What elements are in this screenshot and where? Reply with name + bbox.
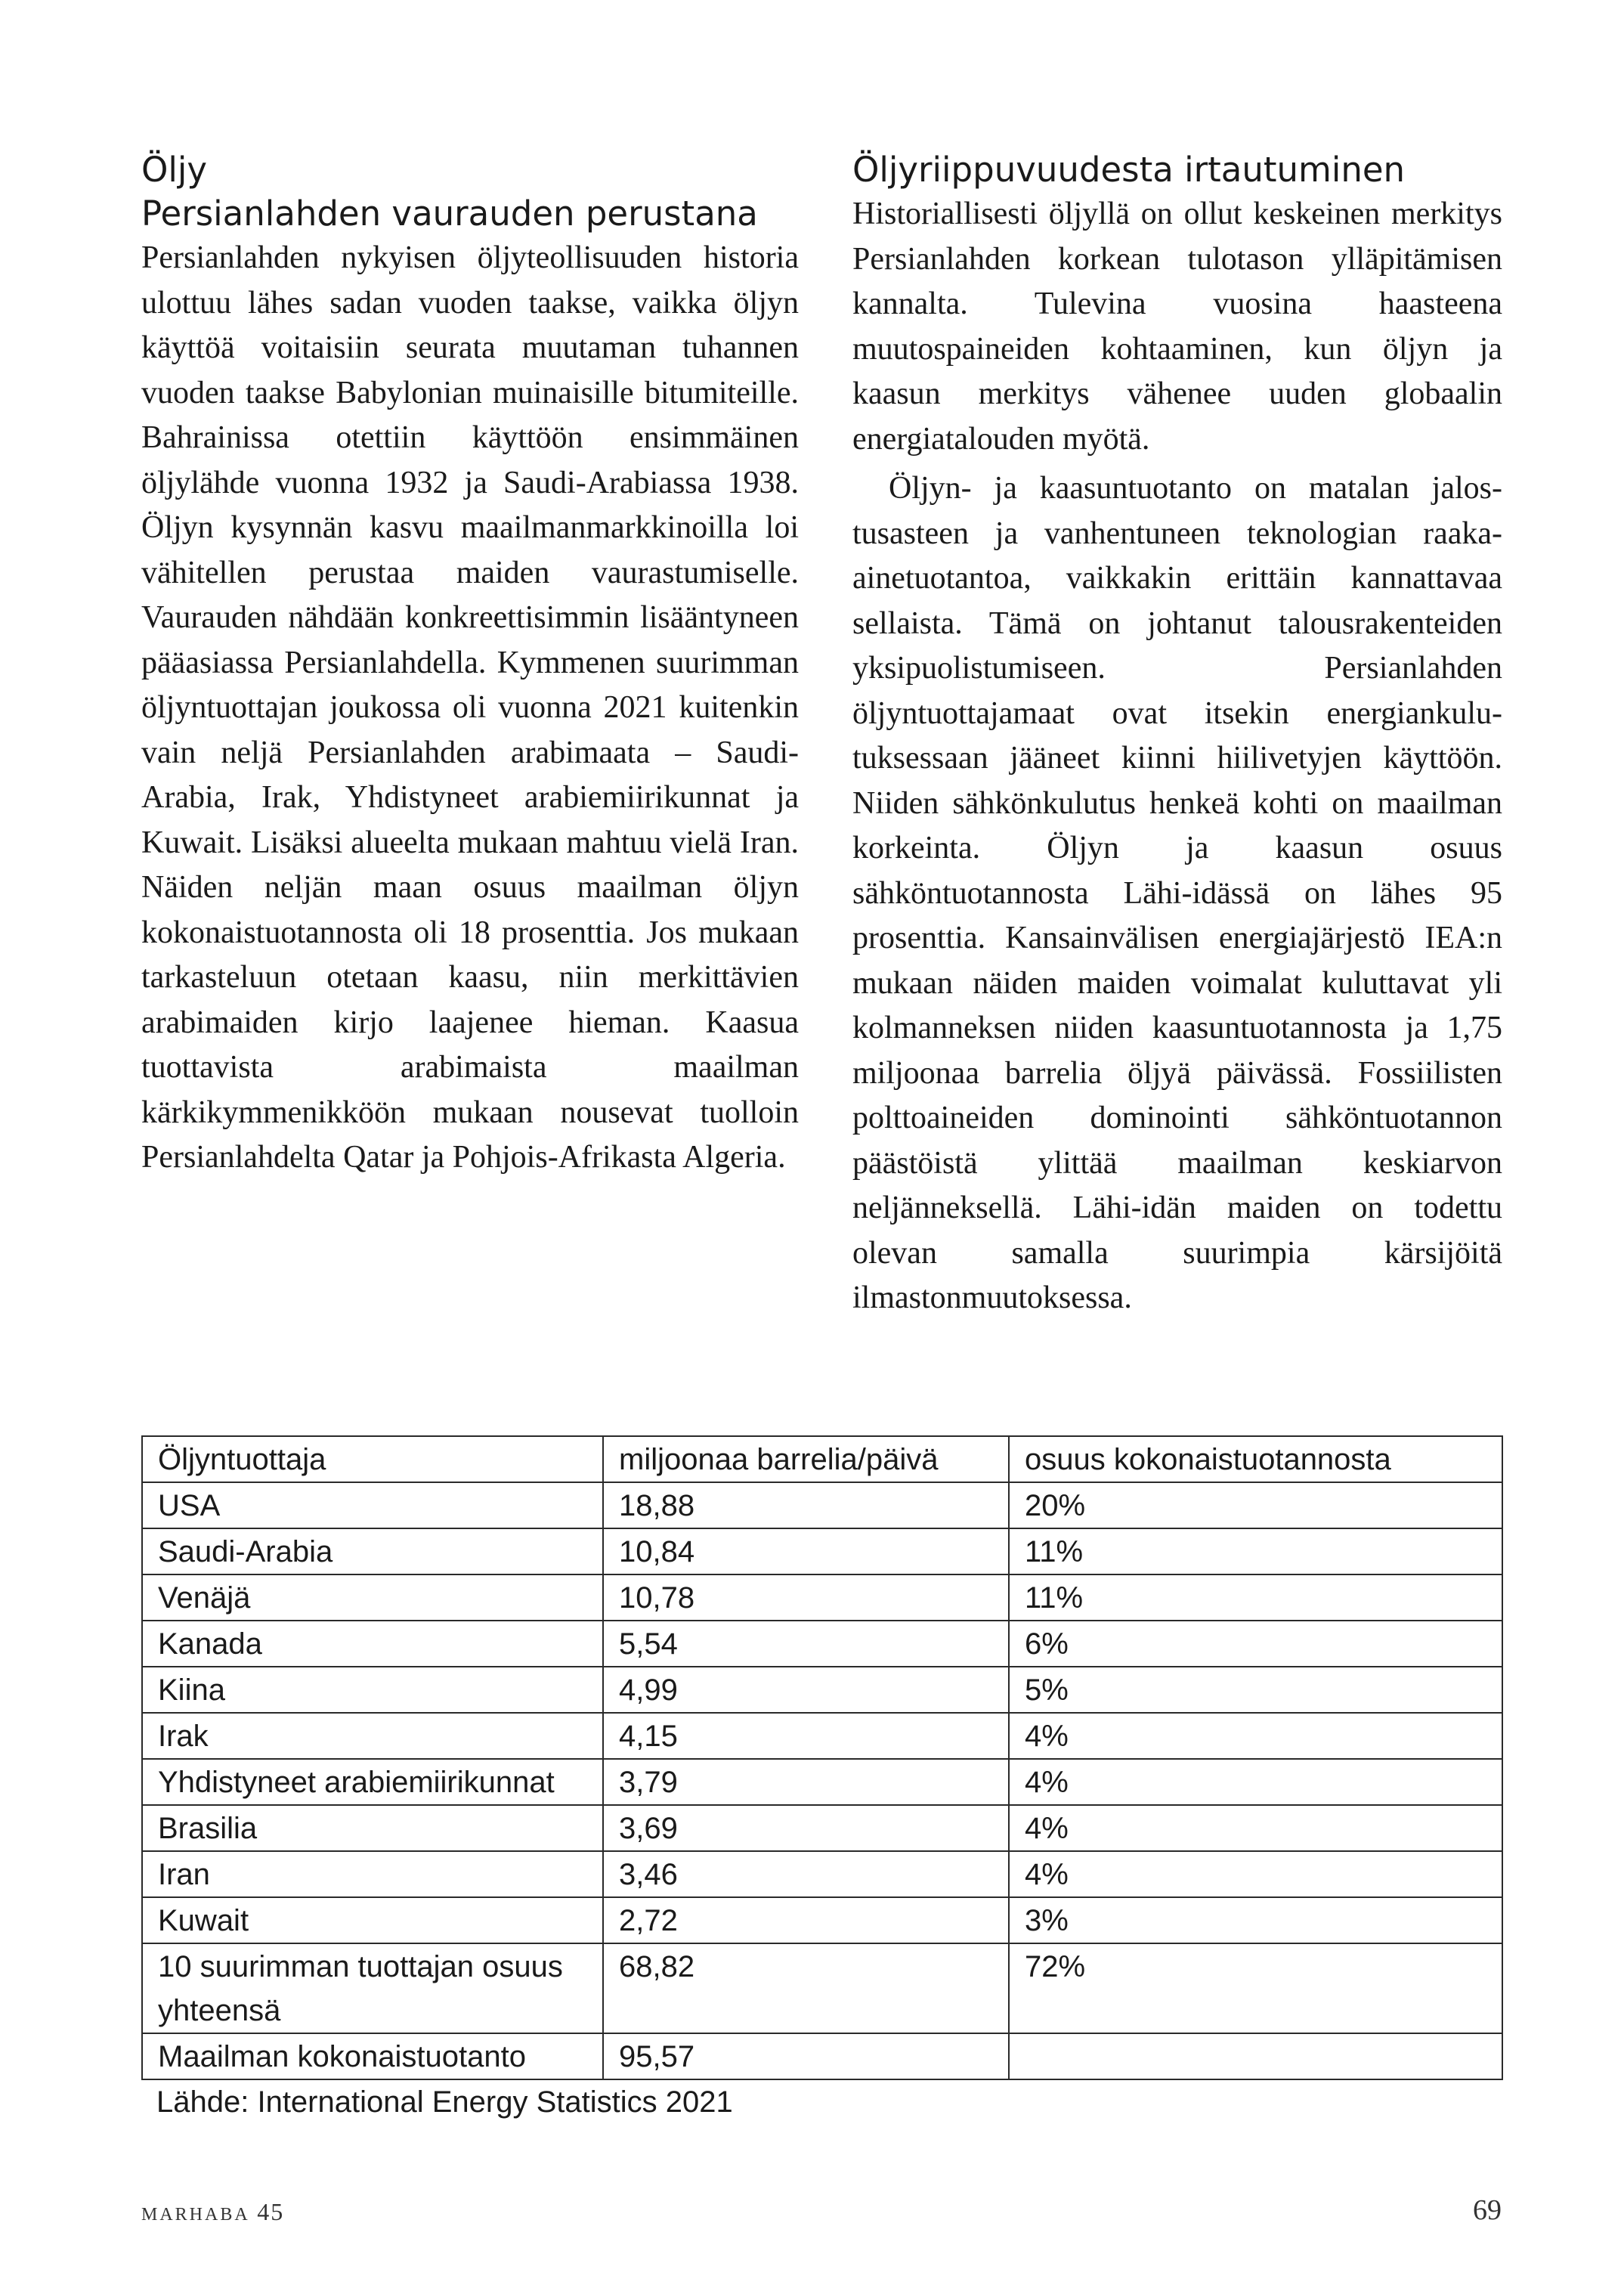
- left-column: [141, 148, 799, 1181]
- cell-share: 72%: [1009, 1943, 1502, 2033]
- cell-producer: Brasilia: [142, 1805, 603, 1851]
- cell-share: 20%: [1009, 1482, 1502, 1528]
- table-row: [142, 1574, 1502, 1621]
- cell-producer: 10 suurimman tuottajan osuus yhteensä: [142, 1943, 603, 2033]
- cell-share: 5%: [1009, 1667, 1502, 1713]
- cell-barrels: 3,46: [603, 1851, 1009, 1897]
- right-paragraph-1: Historiallisesti öljyllä on ollut keskeinen merkitys Persianlahden korkean tulotason ylläpitämisen kannalta. Tulevina vuosina haasteena muutospaineiden kohtaaminen, kun öljyn ja kaasun merkitys vähenee uuden globaalin energiatalouden myötä.: [852, 197, 1502, 457]
- table-row: [142, 1851, 1502, 1897]
- footer-magazine: [141, 2198, 284, 2226]
- cell-barrels: 3,79: [603, 1759, 1009, 1805]
- left-heading-line1: Öljy: [141, 150, 208, 190]
- left-paragraph: Persianlahden nykyisen öljyteollisuuden historia ulottuu lähes sadan vuoden taakse, vaikka öljyn käyttöä voitaisiin seurata muutaman tuhannen vuoden taakse Babylonian muinaisille bitumiteille. Bahrainissa otettiin käyttöön ensimmäinen öljylähde vuonna 1932 ja Saudi-Arabiassa 1938. Öljyn kysynnän kasvu maailmanmarkkinoilla loi vähitellen perustaa maiden vaurastumiselle. Vaurauden nähdään konkreettisimmin lisääntyneen pääasiassa Persianlahdella. Kymmenen suurimman öljyntuottajan joukossa oli vuonna 2021 kuitenkin vain neljä Persianlahden arabimaata – Saudi-Arabia, Irak, Yhdistyneet arabiemiirikunnat ja Kuwait. Lisäksi alueelta mukaan mahtuu vielä Iran. Näiden neljän maan osuus maailman öljyn kokonaistuotannosta oli 18 prosenttia. Jos mukaan tarkasteluun otetaan kaasu, niin merkittävien arabimaiden kirjo laajenee hieman. Kaasua tuottavista arabimaista maailman kärkikymmenikköön mukaan nousevat tuolloin Persianlahdelta Qatar ja Pohjois-Afrikasta Algeria.: [141, 240, 799, 1175]
- magazine-name: MARHABA: [141, 2205, 250, 2225]
- cell-share: 11%: [1009, 1528, 1502, 1574]
- cell-share: 3%: [1009, 1897, 1502, 1943]
- cell-share: 6%: [1009, 1621, 1502, 1667]
- table-row: [142, 1805, 1502, 1851]
- table-row: [142, 1713, 1502, 1759]
- cell-share: [1009, 2033, 1502, 2079]
- table-row: [142, 1528, 1502, 1574]
- issue-number: 45: [257, 2198, 285, 2225]
- table-row: [142, 1897, 1502, 1943]
- cell-share: 11%: [1009, 1574, 1502, 1621]
- page-number: 69: [1473, 2194, 1502, 2226]
- left-heading: [141, 148, 799, 236]
- oil-producers-table: [141, 1435, 1503, 2080]
- cell-barrels: 4,15: [603, 1713, 1009, 1759]
- cell-barrels: 68,82: [603, 1943, 1009, 2033]
- table-row: [142, 1667, 1502, 1713]
- right-paragraph-2: Öljyn- ja kaasuntuotanto on matalan jalostusasteen ja vanhentuneen teknologian raaka-ainetuotantoa, vaikkakin erittäin kannattavaa sellaista. Tämä on johtanut talousrakenteiden yksipuolistumiseen. Persianlahden öljyntuottajamaat ovat itsekin energiankulutuksessaan jääneet kiinni hiilivetyjen käyttöön. Niiden sähkönkulutus henkeä kohti on maailman korkeinta. Öljyn ja kaasun osuus sähköntuotannosta Lähi-idässä on lähes 95 prosenttia. Kansainvälisen energiajärjestö IEA:n mukaan näiden maiden voimalat kuluttavat yli kolmanneksen niiden kaasuntuotannosta ja 1,75 miljoonaa barrelia öljyä päivässä. Fossiilisten polttoaineiden dominointi sähköntuotannon päästöistä ylittää maailman keskiarvon neljänneksellä. Lähi-idän maiden on todettu olevan samalla suurimpia kärsijöitä ilmastonmuutoksessa.: [852, 471, 1502, 1315]
- table-row: [142, 1621, 1502, 1667]
- table-row: [142, 1759, 1502, 1805]
- cell-producer: Irak: [142, 1713, 603, 1759]
- cell-producer: Kuwait: [142, 1897, 603, 1943]
- left-heading-line2: Persianlahden vaurauden perustana: [141, 194, 758, 234]
- cell-producer: Venäjä: [142, 1574, 603, 1621]
- table-header-row: [142, 1436, 1502, 1482]
- right-column: [852, 148, 1502, 1321]
- cell-barrels: 18,88: [603, 1482, 1009, 1528]
- cell-producer: Saudi-Arabia: [142, 1528, 603, 1574]
- cell-barrels: 10,78: [603, 1574, 1009, 1621]
- table-row: [142, 2033, 1502, 2079]
- table-row: [142, 1943, 1502, 2033]
- table-source: Lähde: International Energy Statistics 2021: [156, 2085, 733, 2119]
- oil-producers-table-section: [141, 1435, 1502, 2124]
- cell-producer: Kanada: [142, 1621, 603, 1667]
- header-producer: Öljyntuottaja: [142, 1436, 603, 1482]
- header-barrels: miljoonaa barrelia/päivä: [603, 1436, 1009, 1482]
- cell-share: 4%: [1009, 1759, 1502, 1805]
- header-share: osuus kokonaistuotannosta: [1009, 1436, 1502, 1482]
- cell-barrels: 4,99: [603, 1667, 1009, 1713]
- cell-barrels: 2,72: [603, 1897, 1009, 1943]
- cell-share: 4%: [1009, 1851, 1502, 1897]
- cell-barrels: 10,84: [603, 1528, 1009, 1574]
- cell-producer: USA: [142, 1482, 603, 1528]
- cell-barrels: 3,69: [603, 1805, 1009, 1851]
- cell-producer: Maailman kokonaistuotanto: [142, 2033, 603, 2079]
- cell-barrels: 95,57: [603, 2033, 1009, 2079]
- table-body: [142, 1482, 1502, 2079]
- cell-producer: Yhdistyneet arabiemiirikunnat: [142, 1759, 603, 1805]
- cell-barrels: 5,54: [603, 1621, 1009, 1667]
- cell-producer: Iran: [142, 1851, 603, 1897]
- cell-share: 4%: [1009, 1713, 1502, 1759]
- cell-share: 4%: [1009, 1805, 1502, 1851]
- right-heading: Öljyriippuvuudesta irtautuminen: [852, 150, 1406, 190]
- cell-producer: Kiina: [142, 1667, 603, 1713]
- table-row: [142, 1482, 1502, 1528]
